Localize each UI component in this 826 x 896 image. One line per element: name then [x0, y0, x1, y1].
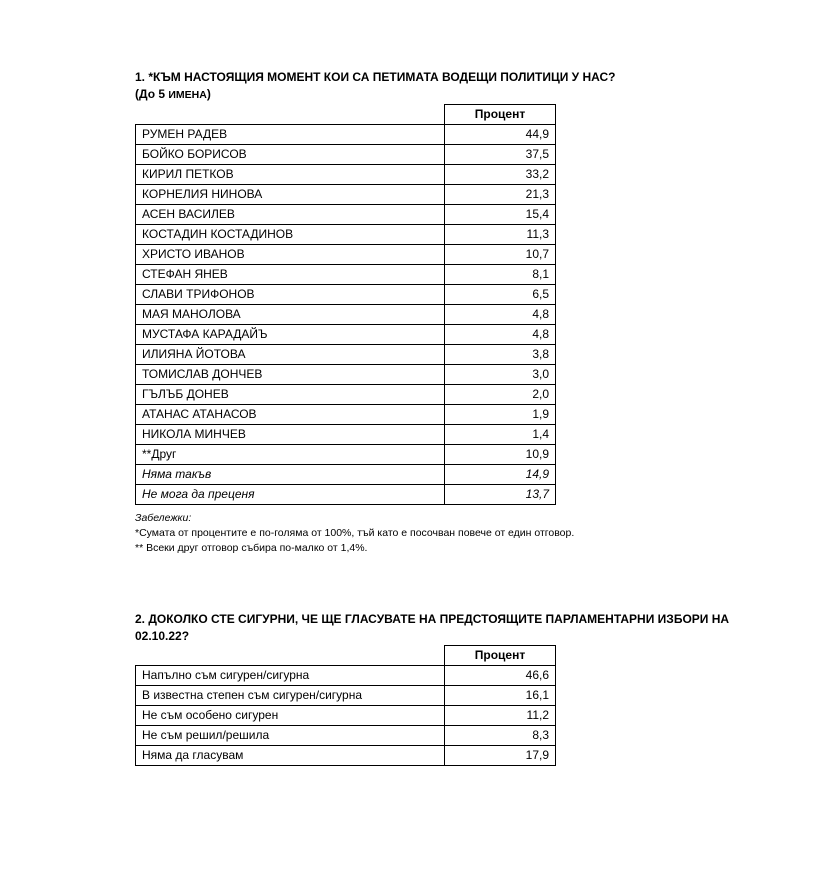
row-label: Не мога да преценя [136, 485, 445, 505]
table-row [136, 325, 556, 345]
row-value: 8,3 [445, 726, 556, 746]
table-row [136, 405, 556, 425]
row-label: РУМЕН РАДЕВ [136, 125, 445, 145]
table-row [136, 265, 556, 285]
table-row [136, 285, 556, 305]
row-label: ХРИСТО ИВАНОВ [136, 245, 445, 265]
table-row [136, 445, 556, 465]
row-value: 10,7 [445, 245, 556, 265]
table-row [136, 245, 556, 265]
row-value: 16,1 [445, 686, 556, 706]
row-value: 14,9 [445, 465, 556, 485]
table-header-row [136, 646, 556, 666]
table-row [136, 666, 556, 686]
table-row [136, 385, 556, 405]
row-value: 37,5 [445, 145, 556, 165]
row-value: 11,3 [445, 225, 556, 245]
table-row [136, 746, 556, 766]
row-value: 6,5 [445, 285, 556, 305]
question-2-title-line2: 02.10.22? [135, 629, 190, 643]
row-label: АСЕН ВАСИЛЕВ [136, 205, 445, 225]
question-1-table [135, 104, 556, 505]
table-row [136, 465, 556, 485]
row-label: МУСТАФА КАРАДАЙЪ [136, 325, 445, 345]
row-value: 21,3 [445, 185, 556, 205]
row-label: Няма такъв [136, 465, 445, 485]
column-header-percent: Процент [445, 646, 556, 666]
row-value: 4,8 [445, 325, 556, 345]
table-row [136, 185, 556, 205]
question-2-table [135, 645, 556, 766]
notes-title: Забележки: [135, 512, 192, 524]
notes-block [135, 511, 574, 556]
question-1-title-small: ИМЕНА [168, 89, 207, 101]
question-2-title-line1: 2. ДОКОЛКО СТЕ СИГУРНИ, ЧЕ ЩЕ ГЛАСУВАТЕ НА ПРЕДСТОЯЩИТЕ ПАРЛАМЕНТАРНИ ИЗБОРИ НА [135, 612, 730, 626]
row-label: КИРИЛ ПЕТКОВ [136, 165, 445, 185]
question-1-title-prefix: (До 5 [135, 87, 169, 101]
header-empty-cell [136, 646, 445, 666]
row-value: 17,9 [445, 746, 556, 766]
row-label: ИЛИЯНА ЙОТОВА [136, 345, 445, 365]
table-row [136, 365, 556, 385]
row-label: В известна степен съм сигурен/сигурна [136, 686, 445, 706]
notes-line-2: ** Всеки друг отговор събира по-малко от 1,4%. [135, 542, 368, 554]
question-1-title-line2 [135, 86, 735, 104]
table-row [136, 425, 556, 445]
row-label: АТАНАС АТАНАСОВ [136, 405, 445, 425]
row-label: Напълно съм сигурен/сигурна [136, 666, 445, 686]
table-row [136, 726, 556, 746]
table-row [136, 165, 556, 185]
row-label: БОЙКО БОРИСОВ [136, 145, 445, 165]
row-label: НИКОЛА МИНЧЕВ [136, 425, 445, 445]
row-value: 3,0 [445, 365, 556, 385]
table-row [136, 305, 556, 325]
row-label: ГЪЛЪБ ДОНЕВ [136, 385, 445, 405]
table-header-row [136, 105, 556, 125]
question-1-title [135, 69, 735, 104]
row-label: МАЯ МАНОЛОВА [136, 305, 445, 325]
table-row [136, 686, 556, 706]
row-value: 11,2 [445, 706, 556, 726]
table-row [136, 485, 556, 505]
row-label: Няма да гласувам [136, 746, 445, 766]
question-1-title-suffix: ) [206, 87, 211, 101]
table-row [136, 706, 556, 726]
row-value: 13,7 [445, 485, 556, 505]
row-value: 1,9 [445, 405, 556, 425]
row-value: 33,2 [445, 165, 556, 185]
header-empty-cell [136, 105, 445, 125]
row-value: 1,4 [445, 425, 556, 445]
row-value: 8,1 [445, 265, 556, 285]
row-label: СЛАВИ ТРИФОНОВ [136, 285, 445, 305]
row-value: 3,8 [445, 345, 556, 365]
notes-line-1: *Сумата от процентите е по-голяма от 100%, тъй като е посочван повече от един отговор. [135, 527, 575, 539]
table-row [136, 145, 556, 165]
row-label: ТОМИСЛАВ ДОНЧЕВ [136, 365, 445, 385]
question-2-title [135, 611, 755, 645]
row-value: 10,9 [445, 445, 556, 465]
row-label: **Друг [136, 445, 445, 465]
table-row [136, 345, 556, 365]
question-1-title-line1: 1. *КЪМ НАСТОЯЩИЯ МОМЕНТ КОИ СА ПЕТИМАТА ВОДЕЩИ ПОЛИТИЦИ У НАС? [135, 70, 616, 84]
table-row [136, 125, 556, 145]
row-label: Не съм решил/решила [136, 726, 445, 746]
row-label: Не съм особено сигурен [136, 706, 445, 726]
row-value: 44,9 [445, 125, 556, 145]
row-value: 46,6 [445, 666, 556, 686]
row-label: КОРНЕЛИЯ НИНОВА [136, 185, 445, 205]
table-row [136, 205, 556, 225]
column-header-percent: Процент [445, 105, 556, 125]
row-label: СТЕФАН ЯНЕВ [136, 265, 445, 285]
row-value: 4,8 [445, 305, 556, 325]
table-row [136, 225, 556, 245]
row-value: 2,0 [445, 385, 556, 405]
row-value: 15,4 [445, 205, 556, 225]
row-label: КОСТАДИН КОСТАДИНОВ [136, 225, 445, 245]
